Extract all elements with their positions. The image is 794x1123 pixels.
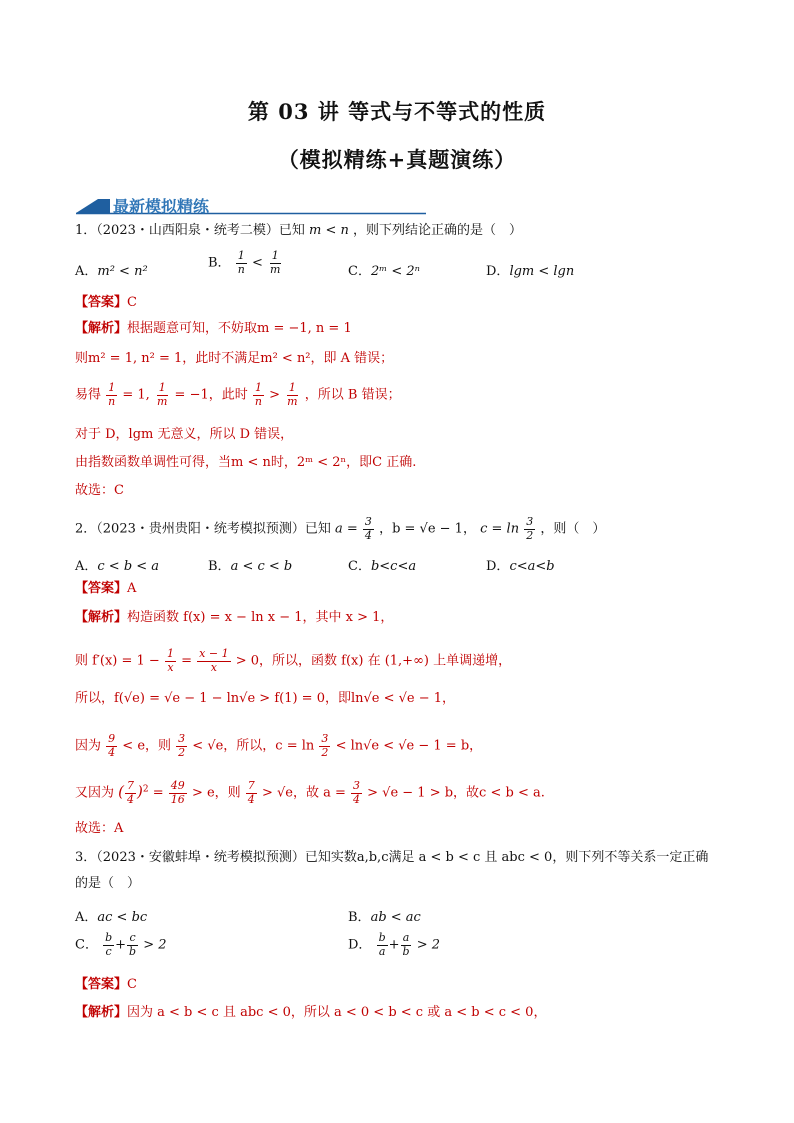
q2-choice: 故选：A xyxy=(75,821,124,836)
q3-analysis-1: 【解析】因为 a < b < c 且 abc < 0，所以 a < 0 < b < c 或 a < b < c < 0， xyxy=(75,1005,547,1020)
q1-answer: 【答案】C xyxy=(75,295,137,310)
q1-option-c: C．2ᵐ < 2ⁿ xyxy=(348,264,420,279)
q1-analysis-5: 由指数函数单调性可得，当m < n时，2ᵐ < 2ⁿ，即C 正确. xyxy=(75,455,417,470)
section-header xyxy=(76,196,426,216)
q2-option-b: B．a < c < b xyxy=(208,559,293,574)
q3-option-b: B．ab < ac xyxy=(348,910,421,925)
q1-stem: 1．（2023・山西阳泉・统考二模）已知 m < n ，则下列结论正确的是（ ） xyxy=(75,223,523,238)
page-title: 第 03 讲 等式与不等式的性质 xyxy=(247,99,547,124)
q1-analysis-2: 则m² = 1, n² = 1，此时不满足m² < n²，即 A 错误； xyxy=(75,351,394,366)
q1-option-a: A．m² < n² xyxy=(75,264,148,279)
q1-option-d: D．lgm < lgn xyxy=(486,264,575,279)
q2-analysis-4: 因为 $\frac{9}{4}$ < e，则 $\frac{3}{2}$ < √e，所以，c = ln $\frac{3}{2}$ < ln√e < √e − 1 = b， xyxy=(75,732,483,759)
page-subtitle: （模拟精练+真题演练） xyxy=(277,147,517,172)
q2-answer: 【答案】A xyxy=(75,581,137,596)
q1-option-b: B． $\frac{1}{n}$ < $\frac{1}{m}$ xyxy=(208,249,281,276)
q3-option-a: A．ac < bc xyxy=(75,910,148,925)
q3-stem-line2: 的是（ ） xyxy=(75,876,141,891)
q2-analysis-1: 【解析】构造函数 f(x) = x − ln x − 1，其中 x > 1， xyxy=(75,610,394,625)
q2-stem: 2．（2023・贵州贵阳・统考模拟预测）已知 a = $\frac{3}{4}$ ，b = √e − 1， c = ln $\frac{3}{2}$ ，则（ ） xyxy=(75,515,606,542)
q2-option-a: A．c < b < a xyxy=(75,559,160,574)
section-title: 最新模拟精练 xyxy=(113,197,210,216)
q1-analysis-3: 易得 $\frac{1}{n}$ = 1, $\frac{1}{m}$ = −1，此时 $\frac{1}{n}$ > $\frac{1}{m}$ ，所以 B 错误； xyxy=(75,381,401,408)
q2-option-d: D．c<a<b xyxy=(486,559,555,574)
q2-analysis-3: 所以，f(√e) = √e − 1 − ln√e > f(1) = 0，即ln√e < √e − 1， xyxy=(75,691,456,706)
q3-option-c: C． $\frac{b}{c}$ + $\frac{c}{b}$ > 2 xyxy=(75,931,167,958)
q1-choice: 故选：C xyxy=(75,483,124,498)
q1-analysis-1: 【解析】根据题意可知，不妨取m = −1, n = 1 xyxy=(75,321,352,336)
q1-analysis-4: 对于 D，lgm 无意义，所以 D 错误， xyxy=(75,427,294,442)
q2-option-c: C．b<c<a xyxy=(348,559,417,574)
q3-answer: 【答案】C xyxy=(75,977,137,992)
q3-option-d: D． $\frac{b}{a}$ + $\frac{a}{b}$ > 2 xyxy=(348,931,441,958)
q3-stem-line1: 3．（2023・安徽蚌埠・统考模拟预测）已知实数a,b,c满足 a < b < c 且 abc < 0，则下列不等关系一定正确 xyxy=(75,850,709,865)
q2-analysis-5: 又因为 ( $\frac{7}{4}$ )$^2$ = $\frac{49}{16}$ > e，则 $\frac{7}{4}$ > √e，故 a = $\frac{3}{4}$ > √e − 1 > b，故c < b < a. xyxy=(75,779,545,806)
q2-analysis-2: 则 f′(x) = 1 − $\frac{1}{x}$ = $\frac{x - 1}{x}$ > 0，所以，函数 f(x) 在 (1,+∞) 上单调递增， xyxy=(75,647,512,674)
